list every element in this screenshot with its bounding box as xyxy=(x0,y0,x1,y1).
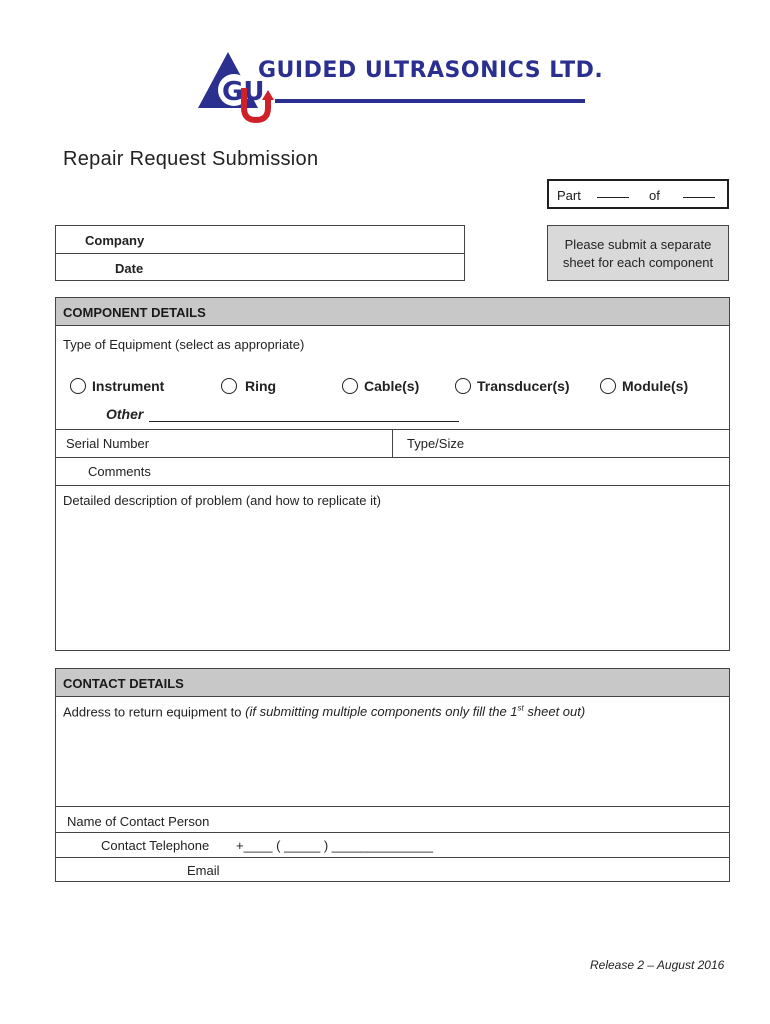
part-number-field[interactable] xyxy=(597,185,629,198)
contact-details-section xyxy=(55,668,730,882)
company-label: Company xyxy=(85,233,145,248)
contact-telephone-field[interactable]: +____ ( _____ ) ______________ xyxy=(236,838,433,853)
separate-sheet-note xyxy=(547,225,729,281)
address-field[interactable] xyxy=(61,725,724,803)
note-line-2: sheet for each component xyxy=(562,255,714,270)
release-footer: Release 2 – August 2016 xyxy=(590,958,725,972)
address-note: (if submitting multiple components only fill the 1st sheet out) xyxy=(245,704,586,720)
company-name: GUIDED ULTRASONICS LTD. xyxy=(258,58,604,83)
comments-label: Comments xyxy=(88,464,151,479)
component-details-section xyxy=(55,297,730,651)
contact-name-label: Name of Contact Person xyxy=(67,814,210,829)
address-label-line xyxy=(63,704,585,719)
date-field[interactable] xyxy=(196,256,461,279)
equipment-prompt: Type of Equipment (select as appropriate) xyxy=(63,337,305,352)
email-label: Email xyxy=(187,863,220,878)
type-size-field[interactable] xyxy=(476,431,724,455)
contact-details-heading: CONTACT DETAILS xyxy=(56,669,729,697)
part-of-box xyxy=(547,179,729,209)
date-label: Date xyxy=(115,261,144,276)
logo-letter-g: GU xyxy=(222,77,265,107)
part-total-field[interactable] xyxy=(683,185,715,198)
address-label: Address to return equipment to xyxy=(63,704,242,720)
component-details-heading: COMPONENT DETAILS xyxy=(56,298,729,326)
radio-transducers[interactable] xyxy=(455,378,471,394)
radio-label-cables: Cable(s) xyxy=(364,378,420,394)
description-label: Detailed description of problem (and how to replicate it) xyxy=(63,493,381,508)
radio-label-transducers: Transducer(s) xyxy=(477,378,570,394)
radio-ring[interactable] xyxy=(221,378,237,394)
radio-label-modules: Module(s) xyxy=(622,378,689,394)
part-label: Part xyxy=(557,188,581,203)
radio-label-instrument: Instrument xyxy=(92,378,165,394)
note-line-1: Please submit a separate xyxy=(564,237,712,252)
radio-cables[interactable] xyxy=(342,378,358,394)
serial-number-label: Serial Number xyxy=(66,436,150,451)
type-size-label: Type/Size xyxy=(407,436,465,451)
radio-label-ring: Ring xyxy=(245,378,277,394)
of-label: of xyxy=(649,188,660,203)
email-field[interactable] xyxy=(228,859,724,879)
description-field[interactable] xyxy=(61,513,724,645)
contact-name-field[interactable] xyxy=(228,808,724,830)
comments-field[interactable] xyxy=(166,459,724,483)
company-date-box xyxy=(55,225,465,281)
other-field[interactable] xyxy=(149,421,459,422)
company-field[interactable] xyxy=(196,228,461,251)
radio-modules[interactable] xyxy=(600,378,616,394)
page-title: Repair Request Submission xyxy=(63,148,319,170)
other-label: Other xyxy=(106,406,144,422)
contact-telephone-label: Contact Telephone xyxy=(101,838,210,853)
logo-underline xyxy=(275,99,585,103)
radio-instrument[interactable] xyxy=(70,378,86,394)
serial-number-field[interactable] xyxy=(166,431,388,455)
